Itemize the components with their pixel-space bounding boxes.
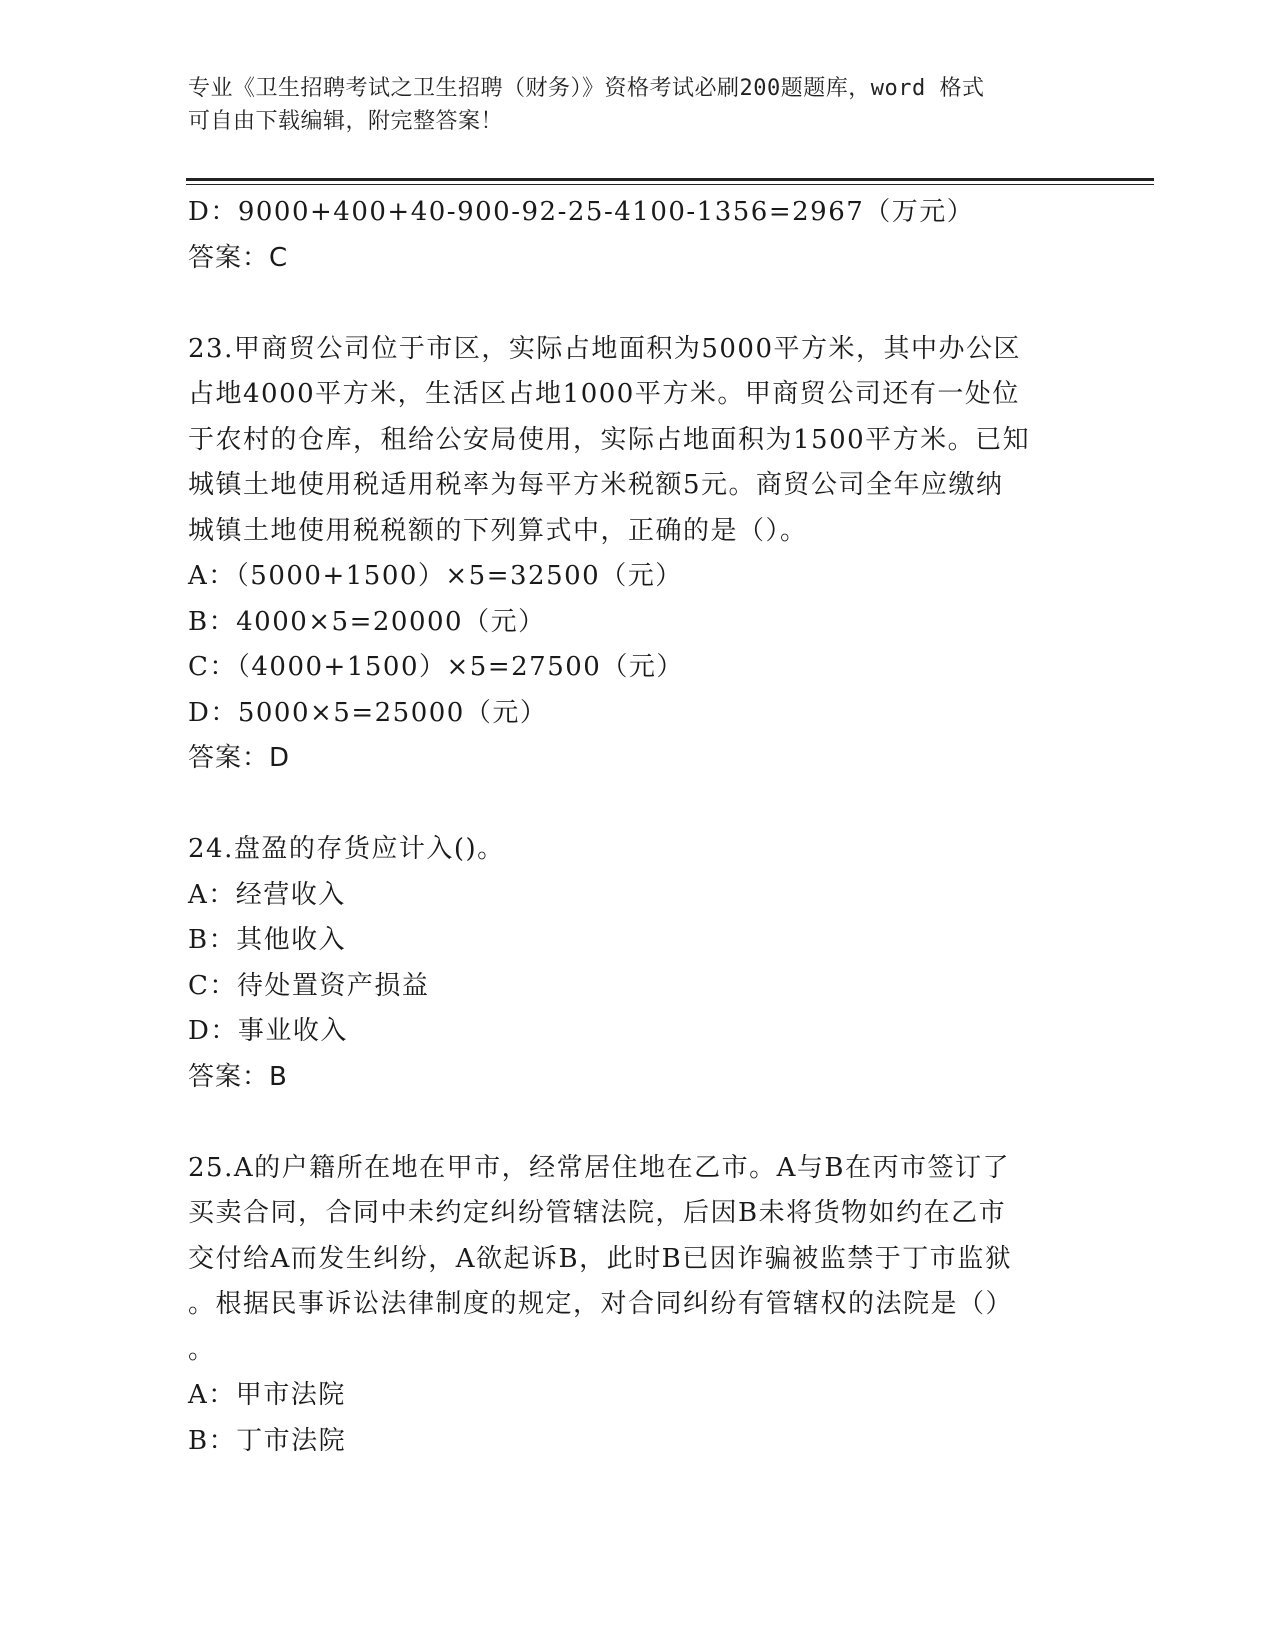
q23-stem-line-2: 占地4000平方米，生活区占地1000平方米。甲商贸公司还有一处位 <box>188 379 1020 409</box>
q25-option-a: A：甲市法院 <box>188 1380 346 1410</box>
header-line-2: 可自由下载编辑，附完整答案！ <box>188 109 504 134</box>
q23-stem-line-3: 于农村的仓库，租给公安局使用，实际占地面积为1500平方米。已知 <box>188 424 1031 455</box>
q23-stem-line-5: 城镇土地使用税税额的下列算式中，正确的是（）。 <box>188 515 808 546</box>
header-line-1: 专业《卫生招聘考试之卫生招聘（财务）》资格考试必刷200题题库，word 格式 <box>188 76 985 101</box>
q23-stem-line-4: 城镇土地使用税适用税率为每平方米税额5元。商贸公司全年应缴纳 <box>188 470 1004 500</box>
q25-stem-line-3: 交付给A而发生纠纷，A欲起诉B，此时B已因诈骗被监禁于丁市监狱 <box>188 1243 1013 1274</box>
q23-option-a: A：（5000+1500）×5=32500（元） <box>188 561 683 591</box>
page-header <box>188 72 1068 138</box>
q25-stem-line-2: 买卖合同，合同中未约定纠纷管辖法院，后因B未将货物如约在乙市 <box>188 1198 1007 1228</box>
q24-stem: 24.盘盈的存货应计入()。 <box>188 834 505 864</box>
spacer <box>188 281 1088 327</box>
spacer <box>188 782 1088 828</box>
q23-option-d: D：5000×5=25000（元） <box>188 697 548 728</box>
q25-option-b: B：丁市法院 <box>188 1425 347 1456</box>
q23-option-c: C：（4000+1500）×5=27500（元） <box>188 652 684 682</box>
question-23 <box>188 327 1088 782</box>
header-rule-thin <box>186 184 1154 185</box>
q25-stem-line-5: 。 <box>188 1334 216 1365</box>
question-25 <box>188 1146 1088 1465</box>
prev-option-d: D：9000+400+40-900-92-25-4100-1356=2967（万元） <box>188 197 975 227</box>
q24-option-a: A：经营收入 <box>188 879 346 910</box>
header-rule-thick <box>186 178 1154 181</box>
q23-answer: 答案：D <box>188 743 291 773</box>
q24-answer: 答案：B <box>188 1061 288 1092</box>
q25-stem-line-1: 25.A的户籍所在地在甲市，经常居住地在乙市。A与B在丙市签订了 <box>188 1152 1011 1183</box>
q24-option-d: D：事业收入 <box>188 1016 348 1046</box>
question-24 <box>188 827 1088 1100</box>
q23-option-b: B：4000×5=20000（元） <box>188 606 546 637</box>
question-content <box>188 190 1088 1464</box>
q25-stem-line-4: 。根据民事诉讼法律制度的规定，对合同纠纷有管辖权的法院是（） <box>188 1289 1014 1319</box>
q24-option-c: C：待处置资产损益 <box>188 970 430 1001</box>
q23-stem-line-1: 23.甲商贸公司位于市区，实际占地面积为5000平方米，其中办公区 <box>188 333 1022 364</box>
q24-option-b: B：其他收入 <box>188 925 347 955</box>
spacer <box>188 1100 1088 1146</box>
prev-answer: 答案：C <box>188 242 289 273</box>
